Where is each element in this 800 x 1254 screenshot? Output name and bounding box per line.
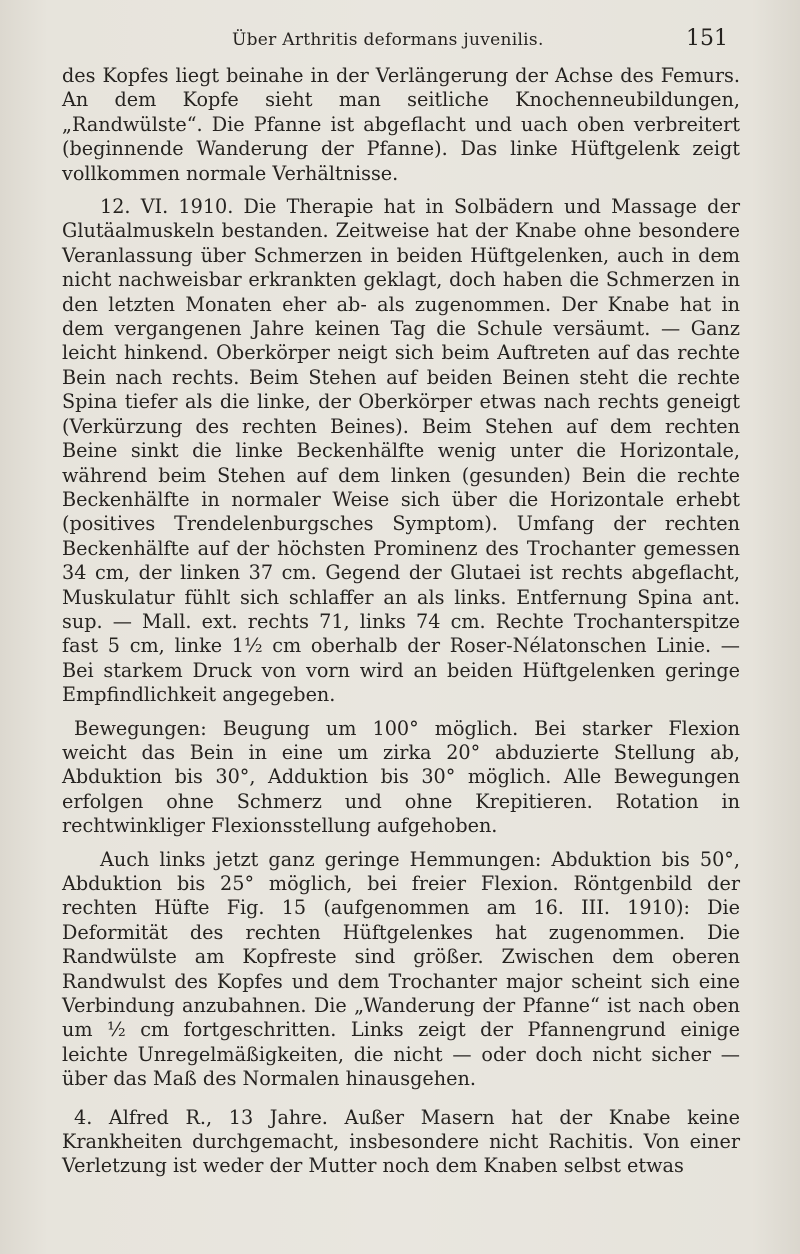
paragraph-left-side: Auch links jetzt ganz geringe Hemmungen: Abduktion bis 50°, Abduktion bis 25° möglich, bei freier Flexion. Röntgenbild der rechten Hüfte Fig. 15 (aufgenommen am 16. III. 1910): Die Deformität des rechten Hüftgelenkes hat zugenommen. Die Randwülste am Kopfreste sind größer. Zwischen dem oberen Randwulst des Kopfes und dem Trochanter major scheint sich eine Verbindung anzubahnen. Die „Wanderung der Pfanne“ ist nach oben um ½ cm fortgeschritten. Links zeigt der Pfannengrund einige leichte Unregelmäßigkeiten, die nicht — oder doch nicht sicher — über das Maß des Normalen hinausgehen. — [62, 847, 740, 1091]
paragraph-continuation: des Kopfes liegt beinahe in der Verlängerung der Achse des Femurs. An dem Kopfe sieht man seitliche Knochenneubildungen, „Randwülste“. Die Pfanne ist abgeflacht und uach oben verbreitert (beginnende Wanderung der Pfanne). Das linke Hüftgelenk zeigt vollkommen normale Verhältnisse. — [62, 64, 740, 185]
paragraph-followup-1910: 12. VI. 1910. Die Therapie hat in Solbädern und Massage der Glutäalmuskeln bestanden. Zeitweise hat der Knabe ohne besondere Veranlassung über Schmerzen in beiden Hüftgelenken, auch in dem nicht nachweisbar erkrankten geklagt, doch haben die Schmerzen in den letzten Monaten eher ab- als zugenommen. Der Knabe hat in dem vergangenen Jahre keinen Tag die Schule versäumt. — Ganz leicht hinkend. Oberkörper neigt sich beim Auftreten auf das rechte Bein nach rechts. Beim Stehen auf beiden Beinen steht die rechte Spina tiefer als die linke, der Oberkörper etwas nach rechts geneigt (Verkürzung des rechten Beines). Beim Stehen auf dem rechten Beine sinkt die linke Beckenhälfte wenig unter die Horizontale, während beim Stehen auf dem linken (gesunden) Bein die rechte Beckenhälfte in normaler Weise sich über die Horizontale erhebt (positives Trendelenburgsches Symptom). Umfang der rechten Beckenhälfte auf der höchsten Prominenz des Trochanter gemessen 34 cm, der linken 37 cm. Gegend der Glutaei ist rechts abgeflacht, Muskulatur fühlt sich schlaffer an als links. Entfernung Spina ant. sup. — Mall. ext. rechts 71, links 74 cm. Rechte Trochanterspitze fast 5 cm, linke 1½ cm oberhalb der Roser-Nélatonschen Linie. — Bei starkem Druck von vorn wird an beiden Hüftgelenken geringe Empfindlichkeit angegeben. — [62, 195, 740, 707]
paragraph-case-4: 4. Alfred R., 13 Jahre. Außer Masern hat der Knabe keine Krankheiten durchgemacht, insbesondere nicht Rachitis. Von einer Verletzung ist weder der Mutter noch dem Knaben selbst etwas — [62, 1105, 740, 1178]
paragraph-movements: Bewegungen: Beugung um 100° möglich. Bei starker Flexion weicht das Bein in eine um zirka 20° abduzierte Stellung ab, Abduktion bis 30°, Adduktion bis 30° möglich. Alle Bewegungen erfolgen ohne Schmerz und ohne Krepitieren. Rotation in rechtwinkliger Flexionsstellung aufgehoben. — [62, 716, 740, 838]
page-number: 151 — [686, 26, 728, 51]
page-header — [0, 26, 800, 54]
body-text — [62, 64, 740, 1179]
running-title: Über Arthritis deformans juvenilis. — [232, 30, 544, 50]
